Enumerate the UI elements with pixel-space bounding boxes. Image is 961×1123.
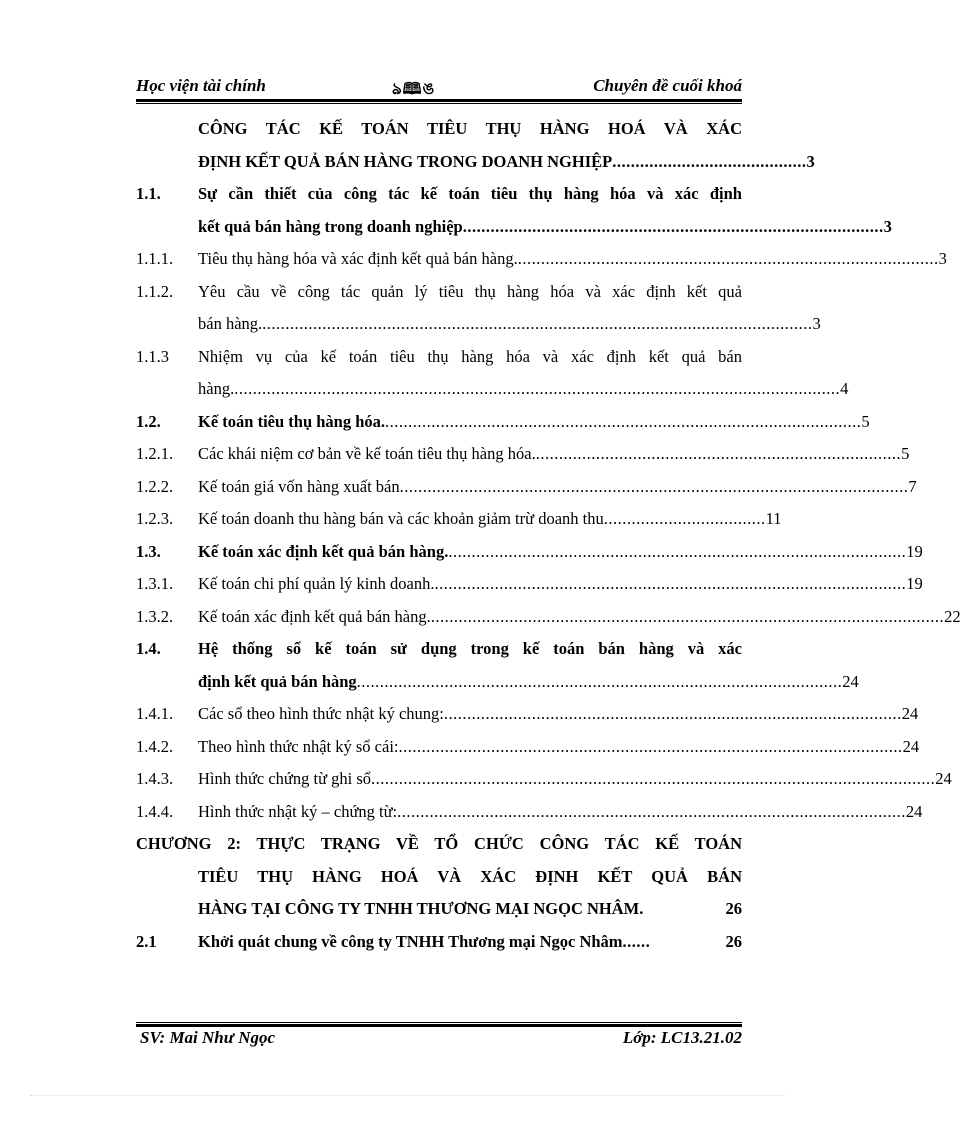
toc-text: bán hàng. [198,314,263,333]
header-ornament-icon: ঌ🕮ঙ [392,81,436,98]
toc-number: 1.2.2. [136,476,174,496]
toc-page: 3 [938,249,947,268]
toc-leader: .......................................... [612,151,807,171]
toc-text: Kế toán doanh thu hàng bán và các khoản giảm trừ doanh thu [198,509,604,528]
toc-text: Sự cần thiết của công tác kế toán tiêu thụ hàng hóa và xác định [198,184,742,203]
toc-leader: ....................................................................................................... [385,411,862,431]
toc-number: 1.1.3 [136,346,169,366]
toc-page: 3 [883,216,892,236]
toc-entry-1-2[interactable] [136,406,870,439]
toc-text: Tiêu thụ hàng hóa và xác định kết quả bán hàng. [198,249,518,268]
footer-class-code: Lớp: LC13.21.02 [622,1028,742,1047]
toc-text: Hệ thống sổ kế toán sử dụng trong kế toán bán hàng và xác [198,639,742,658]
toc-page: 26 [725,899,742,918]
toc-text: HÀNG TẠI CÔNG TY TNHH THƯƠNG MẠI NGỌC NHÂM [198,899,640,918]
toc-number: 1.1.2. [136,281,174,301]
toc-text: Kế toán giá vốn hàng xuất bán [198,476,400,496]
toc-text: CÔNG TÁC KẾ TOÁN TIÊU THỤ HÀNG HOÁ VÀ XÁC [198,119,742,138]
toc-page: 7 [908,476,917,496]
toc-number: 1.2.1. [136,444,174,463]
toc-leader: .............................................................................................................. [399,476,909,496]
toc-entry-1-1-3[interactable] [136,341,742,374]
toc-entry-1-1[interactable] [136,178,742,211]
toc-page: 24 [905,801,923,821]
toc-text: Kế toán xác định kết quả bán hàng. [198,541,449,561]
toc-page: 5 [861,411,870,431]
toc-text: Yêu cầu về công tác quản lý tiêu thụ hàng hóa và xác định kết quả [198,281,742,301]
toc-leader: ................................................................................................... [448,541,907,561]
toc-text: CHƯƠNG 2: THỰC TRẠNG VỀ TỔ CHỨC CÔNG TÁC KẾ TOÁN [136,834,742,853]
toc-leader: ................................................................................................... [443,704,902,723]
toc-entry-1-1-1[interactable] [136,243,947,276]
toc-leader: ............................................................................................................... [430,606,945,626]
toc-number: 1.4.1. [136,704,174,723]
toc-number: 1.4. [136,639,161,658]
toc-page: 5 [901,444,910,463]
toc-leader: ....................................................................................................................... [262,314,813,333]
toc-entry-2-1[interactable] [136,926,742,959]
footer-rule [136,1022,742,1027]
toc-number: 1.4.2. [136,736,174,756]
toc-text: Các sổ theo hình thức nhật ký chung: [198,704,444,723]
toc-leader: ......................................................................................................... [356,671,843,691]
toc-number: 2.1 [136,931,157,951]
toc-leader: ...................................................................................................... [434,574,907,593]
toc-leader: ...... [622,931,651,951]
toc-text: TIÊU THỤ HÀNG HOÁ VÀ XÁC ĐỊNH KẾT QUẢ BÁN [198,866,742,886]
toc-page: 11 [765,509,782,528]
toc-text: kết quả bán hàng trong doanh nghiệp [198,216,463,236]
toc-entry-1-3[interactable] [136,536,923,569]
toc-page: 19 [906,541,923,561]
page-bottom-divider [30,1095,786,1096]
toc-number: 1.2. [136,411,161,431]
toc-leader: .......................................................................................................................... [371,769,936,788]
toc-text: Nhiệm vụ của kế toán tiêu thụ hàng hóa và xác định kết quả bán [198,346,742,366]
toc-page: 22 [944,606,961,626]
page-footer [136,1028,742,1050]
toc-leader: .............................................................................................................. [397,801,906,821]
toc-number: 1.3.1. [136,574,174,593]
toc-page: 4 [840,379,849,398]
toc-number: 1.4.3. [136,769,174,788]
toc-text: Các khái niệm cơ bản về kế toán tiêu thụ hàng hóa. [198,444,536,463]
toc-entry-1-4-4[interactable] [136,796,923,829]
toc-entry-1-3-1[interactable] [136,568,923,601]
toc-number: 1.3.2. [136,606,174,626]
toc-entry-1-2-3[interactable] [136,503,782,536]
toc-number: 1.4.4. [136,801,174,821]
page-header [136,76,742,98]
toc-page: 24 [901,704,919,723]
toc-leader: ................................................................................................................................... [234,379,841,398]
toc-entry-1-3-2[interactable] [136,601,961,634]
toc-page: 19 [906,574,923,593]
toc-text: hàng. [198,379,235,398]
toc-entry-1-4-2[interactable] [136,731,920,764]
toc-page: 26 [725,931,742,951]
toc-leader: ................................... [603,509,766,528]
toc-text: Kế toán xác định kết quả bán hàng. [198,606,431,626]
toc-entry-1-2-1[interactable] [136,438,910,471]
toc-leader: ........................................................................................... [462,216,884,236]
toc-number: 1.1.1. [136,249,174,268]
table-of-contents [136,113,961,958]
toc-entry-1-1-2[interactable] [136,276,742,309]
toc-page: 24 [842,671,859,691]
toc-number: 1.2.3. [136,509,174,528]
header-institution: Học viện tài chính [136,76,266,95]
toc-leader: ............................................................................................................. [398,736,903,756]
toc-entry-1-2-2[interactable] [136,471,917,504]
toc-entry-1-4-1[interactable] [136,698,919,731]
toc-text: Kế toán chi phí quản lý kinh doanh. [198,574,435,593]
toc-text: Khởi quát chung về công ty TNHH Thương mại Ngọc Nhâm [198,931,623,951]
toc-page: 24 [935,769,952,788]
header-document-type: Chuyên đề cuối khoá [593,76,742,95]
toc-number: 1.1. [136,184,161,203]
toc-text: ĐỊNH KẾT QUẢ BÁN HÀNG TRONG DOANH NGHIỆP [198,151,613,171]
toc-text: Hình thức chứng từ ghi sổ [198,769,372,788]
toc-entry-1-4-3[interactable] [136,763,952,796]
toc-leader: ............................................................................... [535,444,902,463]
toc-text: Hình thức nhật ký – chứng từ: [198,801,398,821]
toc-number: 1.3. [136,541,161,561]
toc-page: 3 [806,151,815,171]
toc-leader: ........................................................................................... [517,249,939,268]
toc-page: 3 [812,314,821,333]
toc-leader: . [639,899,644,918]
toc-entry-chapter-2[interactable] [136,828,742,861]
toc-entry-chapter-1[interactable] [136,113,742,146]
toc-text: Kế toán tiêu thụ hàng hóa. [198,411,386,431]
footer-student-name: SV: Mai Như Ngọc [140,1028,276,1047]
toc-text: Theo hình thức nhật ký sổ cái: [198,736,399,756]
toc-entry-1-4[interactable] [136,633,742,666]
toc-page: 24 [902,736,920,756]
toc-text: định kết quả bán hàng [198,671,357,691]
header-rule [136,99,742,104]
